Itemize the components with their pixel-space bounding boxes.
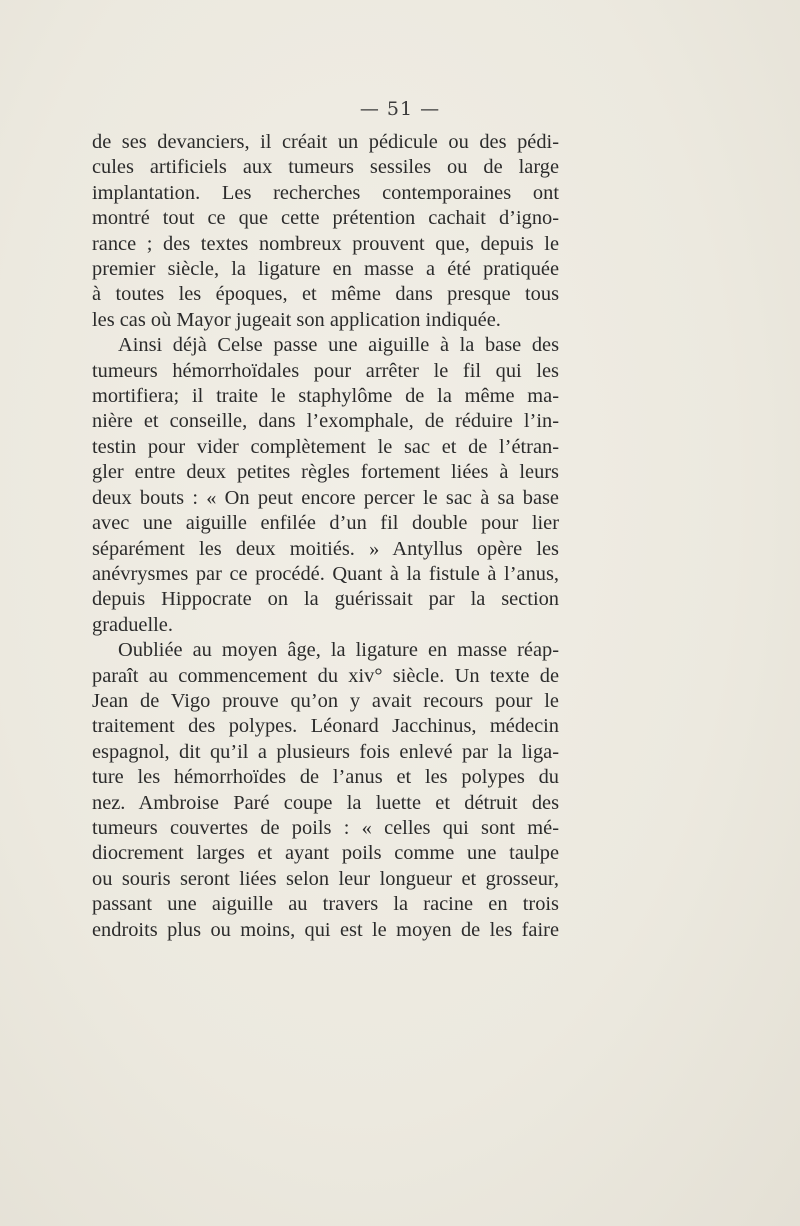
text-line: à toutes les époques, et même dans presque tous <box>92 283 559 306</box>
text-line: ou souris seront liées selon leur longueur et grosseur, <box>92 867 559 890</box>
text-line: montré tout ce que cette prétention cachait d’igno- <box>92 207 559 230</box>
text-line: les cas où Mayor jugeait son application indiquée. <box>92 308 501 331</box>
text-line: premier siècle, la ligature en masse a été pratiquée <box>92 258 559 281</box>
text-line: cules artificiels aux tumeurs sessiles ou de large <box>92 156 559 179</box>
text-line: tumeurs couvertes de poils : « celles qui sont mé- <box>92 816 559 839</box>
paragraph-start-line: Ainsi déjà Celse passe une aiguille à la base des <box>118 334 559 357</box>
text-line: implantation. Les recherches contemporaines ont <box>92 181 559 204</box>
text-line: nez. Ambroise Paré coupe la luette et détruit des <box>92 791 559 814</box>
text-line: avec une aiguille enfilée d’un fil double pour lier <box>92 512 559 535</box>
text-line: traitement des polypes. Léonard Jacchinus, médecin <box>92 715 559 738</box>
text-line: passant une aiguille au travers la racine en trois <box>92 893 559 916</box>
text-line: anévrysmes par ce procédé. Quant à la fistule à l’anus, <box>92 562 559 585</box>
text-line: tumeurs hémorrhoïdales pour arrêter le fil qui les <box>92 359 559 382</box>
page-number: — 51 — <box>359 98 441 120</box>
text-line: rance ; des textes nombreux prouvent que, depuis le <box>92 232 559 255</box>
text-line: gler entre deux petites règles fortement liées à leurs <box>92 461 559 484</box>
text-line: diocrement larges et ayant poils comme une taulpe <box>92 842 559 865</box>
text-line: mortifiera; il traite le staphylôme de la même ma- <box>92 385 559 408</box>
text-line: séparément les deux moitiés. » Antyllus opère les <box>92 537 559 560</box>
text-line: testin pour vider complètement le sac et de l’étran- <box>92 435 559 458</box>
text-line: endroits plus ou moins, qui est le moyen de les faire <box>92 918 559 941</box>
text-line: ture les hémorrhoïdes de l’anus et les polypes du <box>92 766 559 789</box>
text-line: depuis Hippocrate on la guérissait par la section <box>92 588 559 611</box>
text-line: graduelle. <box>92 613 173 636</box>
text-line: de ses devanciers, il créait un pédicule ou des pédi- <box>92 131 559 153</box>
text-line: espagnol, dit qu’il a plusieurs fois enlevé par la liga- <box>92 740 559 763</box>
body-text <box>92 130 559 943</box>
text-line: deux bouts : « On peut encore percer le sac à sa base <box>92 486 559 509</box>
paragraph-start-line: Oubliée au moyen âge, la ligature en masse réap- <box>118 639 559 662</box>
text-line: Jean de Vigo prouve qu’on y avait recours pour le <box>92 689 559 712</box>
text-line: paraît au commencement du xiv° siècle. Un texte de <box>92 664 559 687</box>
text-line: nière et conseille, dans l’exomphale, de réduire l’in- <box>92 410 559 433</box>
